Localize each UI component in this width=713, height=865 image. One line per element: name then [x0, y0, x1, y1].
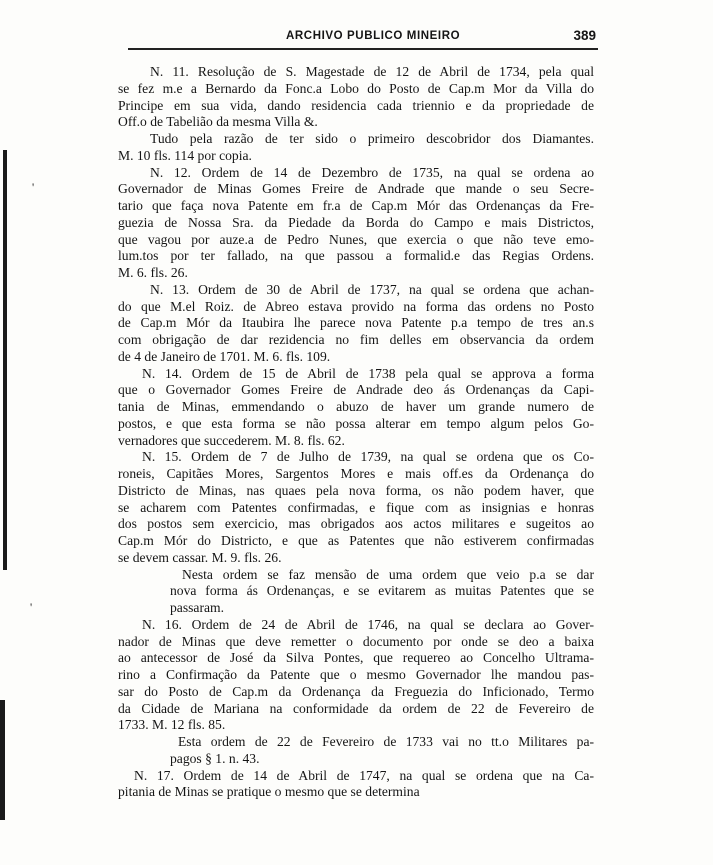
text-line: nador de Minas que deve remetter o documento por onde se deo a baixa	[118, 633, 594, 649]
margin-mark: '	[30, 600, 33, 614]
text-line: ao antecessor de José da Silva Pontes, que requereo ao Concelho Ultrama-	[118, 650, 594, 666]
text-line: se fez m.e a Bernardo da Fonc.a Lobo do Posto de Cap.m Mor da Villa do	[118, 80, 594, 96]
text-line: pagos § 1. n. 43.	[170, 750, 260, 766]
text-line: se acharem com Patentes confirmadas, e fique com as insignias e honras	[118, 499, 594, 515]
text-line: 1733. M. 12 fls. 85.	[118, 717, 226, 733]
text-line: N. 17. Ordem de 14 de Abril de 1747, na qual se ordena que na Ca-	[134, 767, 594, 783]
text-line: Esta ordem de 22 de Fevereiro de 1733 vai no tt.o Militares pa-	[178, 734, 594, 749]
text-line: Governador de Minas Gomes Freire de Andrade que mande o seu Secre-	[118, 181, 594, 197]
text-line: nova forma ás Ordenanças, e se evitarem as muitas Patentes que se	[170, 583, 594, 599]
page-number: 389	[573, 28, 596, 43]
text-line: Principe em sua vida, dando residencia cada triennio e da propriedade de	[118, 97, 594, 113]
text-line: da Cidade de Mariana na conformidade da ordem de 22 de Fevereiro de	[118, 700, 594, 716]
text-line: postos, e que esta forma se não possa alterar em tempo algum pelos Go-	[118, 415, 594, 431]
text-line: Tudo pela razão de ter sido o primeiro descobridor dos Diamantes.	[150, 131, 594, 146]
text-line: com obrigação de dar rezidencia no fim delles em observancia da ordem	[118, 332, 594, 347]
text-line: M. 10 fls. 114 por copia.	[118, 147, 252, 163]
text-line: roneis, Capitães Mores, Sargentos Mores e mais off.es da Ordenança do	[118, 466, 594, 481]
text-line: tania de Minas, emmendando o abuzo de haver um grande numero de	[118, 399, 594, 414]
text-line: N. 13. Ordem de 30 de Abril de 1737, na qual se ordena que achan-	[150, 281, 594, 297]
text-line: rino a Confirmação da Patente que o mesmo Governador lhe mandou pas-	[118, 667, 594, 682]
text-line: que vagou por auze.a de Pedro Nunes, que exercia o que não teve emo-	[118, 231, 594, 247]
text-line: dos postos sem exercicio, mas obrigados aos actos militares e sugeitos ao	[118, 516, 594, 532]
text-line: N. 14. Ordem de 15 de Abril de 1738 pela qual se approva a forma	[142, 365, 594, 381]
text-line: N. 11. Resolução de S. Magestade de 12 de Abril de 1734, pela qual	[150, 64, 594, 79]
scan-margin-shadow-lower	[0, 700, 5, 820]
text-line: que o Governador Gomes Freire de Andrade deo ás Ordenanças da Capi-	[118, 382, 594, 398]
text-line: N. 15. Ordem de 7 de Julho de 1739, na qual se ordena que os Co-	[142, 449, 594, 465]
text-line: Districto de Minas, nas quaes pela nova forma, os não podem haver, que	[118, 482, 594, 498]
margin-mark: '	[32, 180, 35, 194]
document-body	[118, 64, 594, 801]
text-line: sar do Posto de Cap.m da Ordenança da Freguezia do Inficionado, Termo	[118, 683, 594, 699]
text-line: de Cap.m Mór da Itaubira lhe parece nova Patente p.a tempo de tres an.s	[118, 315, 594, 331]
text-line: Cap.m Mór do Districto, e que as Patentes que não estiverem confirmadas	[118, 533, 594, 548]
text-line: tario que faça nova Patente em fr.a de Cap.m Mór das Ordenanças da Fre-	[118, 198, 594, 213]
text-line: se devem cassar. M. 9. fls. 26.	[118, 549, 282, 565]
text-line: pitania de Minas se pratique o mesmo que se determina	[118, 784, 420, 800]
text-line: lum.tos por ter fallado, na que passou a formalid.e das Regias Ordens.	[118, 248, 594, 264]
text-line: guezia de Nossa Sra. da Piedade da Borda do Campo e mais Districtos,	[118, 214, 594, 230]
text-line: de 4 de Janeiro de 1701. M. 6. fls. 109.	[118, 348, 331, 364]
page-header	[128, 28, 598, 50]
text-line: passaram.	[170, 600, 224, 615]
text-line: N. 16. Ordem de 24 de Abril de 1746, na qual se declara ao Gover-	[142, 616, 594, 632]
text-line: vernadores que succederem. M. 8. fls. 62.	[118, 432, 345, 448]
text-line: Off.o de Tabelião da mesma Villa &.	[118, 114, 318, 130]
header-title: ARCHIVO PUBLICO MINEIRO	[286, 30, 461, 42]
text-line: do que M.el Roiz. de Abreo estava provido na forma das ordens no Posto	[118, 298, 594, 314]
text-line: Nesta ordem se faz mensão de uma ordem que veio p.a se dar	[182, 566, 594, 582]
scan-margin-shadow	[3, 150, 7, 570]
text-line: N. 12. Ordem de 14 de Dezembro de 1735, na qual se ordena ao	[150, 164, 594, 180]
text-line: M. 6. fls. 26.	[118, 265, 188, 280]
